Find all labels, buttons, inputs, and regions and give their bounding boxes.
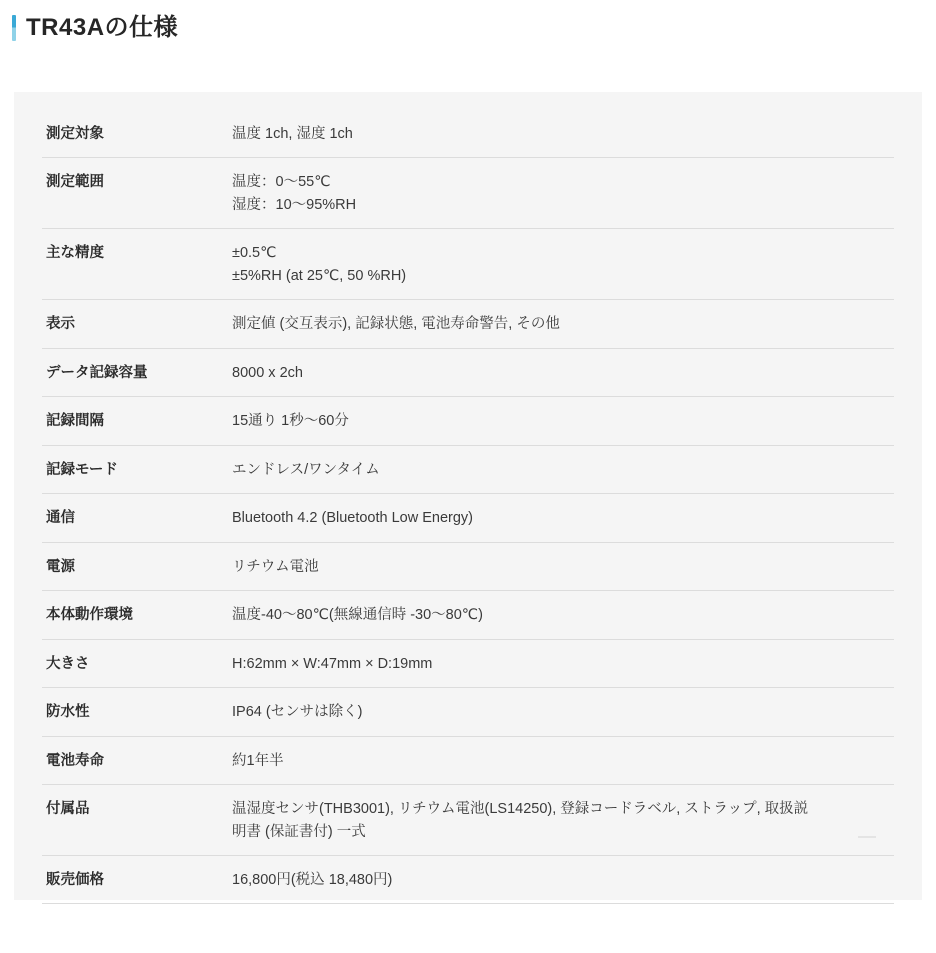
title-accent-bar-icon xyxy=(12,15,16,41)
spec-label: 販売価格 xyxy=(42,855,228,903)
spec-value-line: ±5%RH (at 25℃, 50 %RH) xyxy=(232,267,407,284)
spec-value-line: リチウム電池 xyxy=(232,558,319,575)
spec-value xyxy=(228,300,894,348)
spec-value xyxy=(228,688,894,736)
table-row xyxy=(42,348,894,396)
spec-value xyxy=(228,229,894,300)
table-row xyxy=(42,542,894,590)
spec-value-line: ±0.5℃ xyxy=(232,245,277,262)
table-row xyxy=(42,494,894,542)
panel-artifact xyxy=(858,836,876,838)
table-row xyxy=(42,639,894,687)
table-row xyxy=(42,397,894,445)
spec-value-line: 温度：0〜55℃ xyxy=(232,174,331,191)
table-row xyxy=(42,736,894,784)
spec-label: 測定対象 xyxy=(42,110,228,158)
spec-label: 電池寿命 xyxy=(42,736,228,784)
spec-value-line: 約1年半 xyxy=(232,752,284,769)
spec-value-line: IP64 (センサは除く) xyxy=(232,704,363,721)
spec-label: 防水性 xyxy=(42,688,228,736)
specifications-table xyxy=(42,110,894,904)
spec-label: 主な精度 xyxy=(42,229,228,300)
table-row xyxy=(42,110,894,158)
table-row xyxy=(42,300,894,348)
spec-label: 電源 xyxy=(42,542,228,590)
spec-label: 測定範囲 xyxy=(42,158,228,229)
table-row xyxy=(42,158,894,229)
specifications-panel xyxy=(14,92,922,900)
table-row xyxy=(42,445,894,493)
spec-value-line: 16,800円(税込 18,480円) xyxy=(232,871,393,888)
page-title xyxy=(0,0,936,44)
spec-label: 記録間隔 xyxy=(42,397,228,445)
table-row xyxy=(42,855,894,903)
spec-value xyxy=(228,494,894,542)
spec-value xyxy=(228,397,894,445)
table-row xyxy=(42,688,894,736)
spec-value xyxy=(228,110,894,158)
spec-value-line: 8000 x 2ch xyxy=(232,364,303,381)
spec-label: 本体動作環境 xyxy=(42,591,228,639)
spec-value-line: 温度-40〜80℃(無線通信時 -30〜80℃) xyxy=(232,607,483,624)
spec-label: データ記録容量 xyxy=(42,348,228,396)
table-row xyxy=(42,229,894,300)
spec-value xyxy=(228,639,894,687)
spec-label: 記録モード xyxy=(42,445,228,493)
spec-value-line: 温度 1ch, 湿度 1ch xyxy=(232,126,353,142)
spec-value xyxy=(228,736,894,784)
spec-value-line: エンドレス/ワンタイム xyxy=(232,461,380,478)
page-title-text: TR43Aの仕様 xyxy=(26,14,179,41)
spec-value-line: 測定値 (交互表示), 記録状態, 電池寿命警告, その他 xyxy=(232,316,560,333)
spec-value xyxy=(228,445,894,493)
spec-label: 付属品 xyxy=(42,785,228,856)
table-row xyxy=(42,785,894,856)
spec-value-line: H:62mm × W:47mm × D:19mm xyxy=(232,655,433,672)
spec-value xyxy=(228,855,894,903)
spec-value xyxy=(228,158,894,229)
spec-value xyxy=(228,542,894,590)
spec-value xyxy=(228,785,894,856)
spec-value-line: 明書 (保証書付) 一式 xyxy=(232,823,366,840)
spec-value-line: 15通り 1秒〜60分 xyxy=(232,413,349,430)
table-row xyxy=(42,591,894,639)
spec-label: 表示 xyxy=(42,300,228,348)
spec-value xyxy=(228,348,894,396)
spec-label: 大きさ xyxy=(42,639,228,687)
spec-value-line: 湿度：10〜95%RH xyxy=(232,196,357,213)
spec-label: 通信 xyxy=(42,494,228,542)
spec-value-line: Bluetooth 4.2 (Bluetooth Low Energy) xyxy=(232,510,474,527)
spec-value-line: 温湿度センサ(THB3001), リチウム電池(LS14250), 登録コードラベル, ストラップ, 取扱説 xyxy=(232,801,809,818)
spec-value xyxy=(228,591,894,639)
